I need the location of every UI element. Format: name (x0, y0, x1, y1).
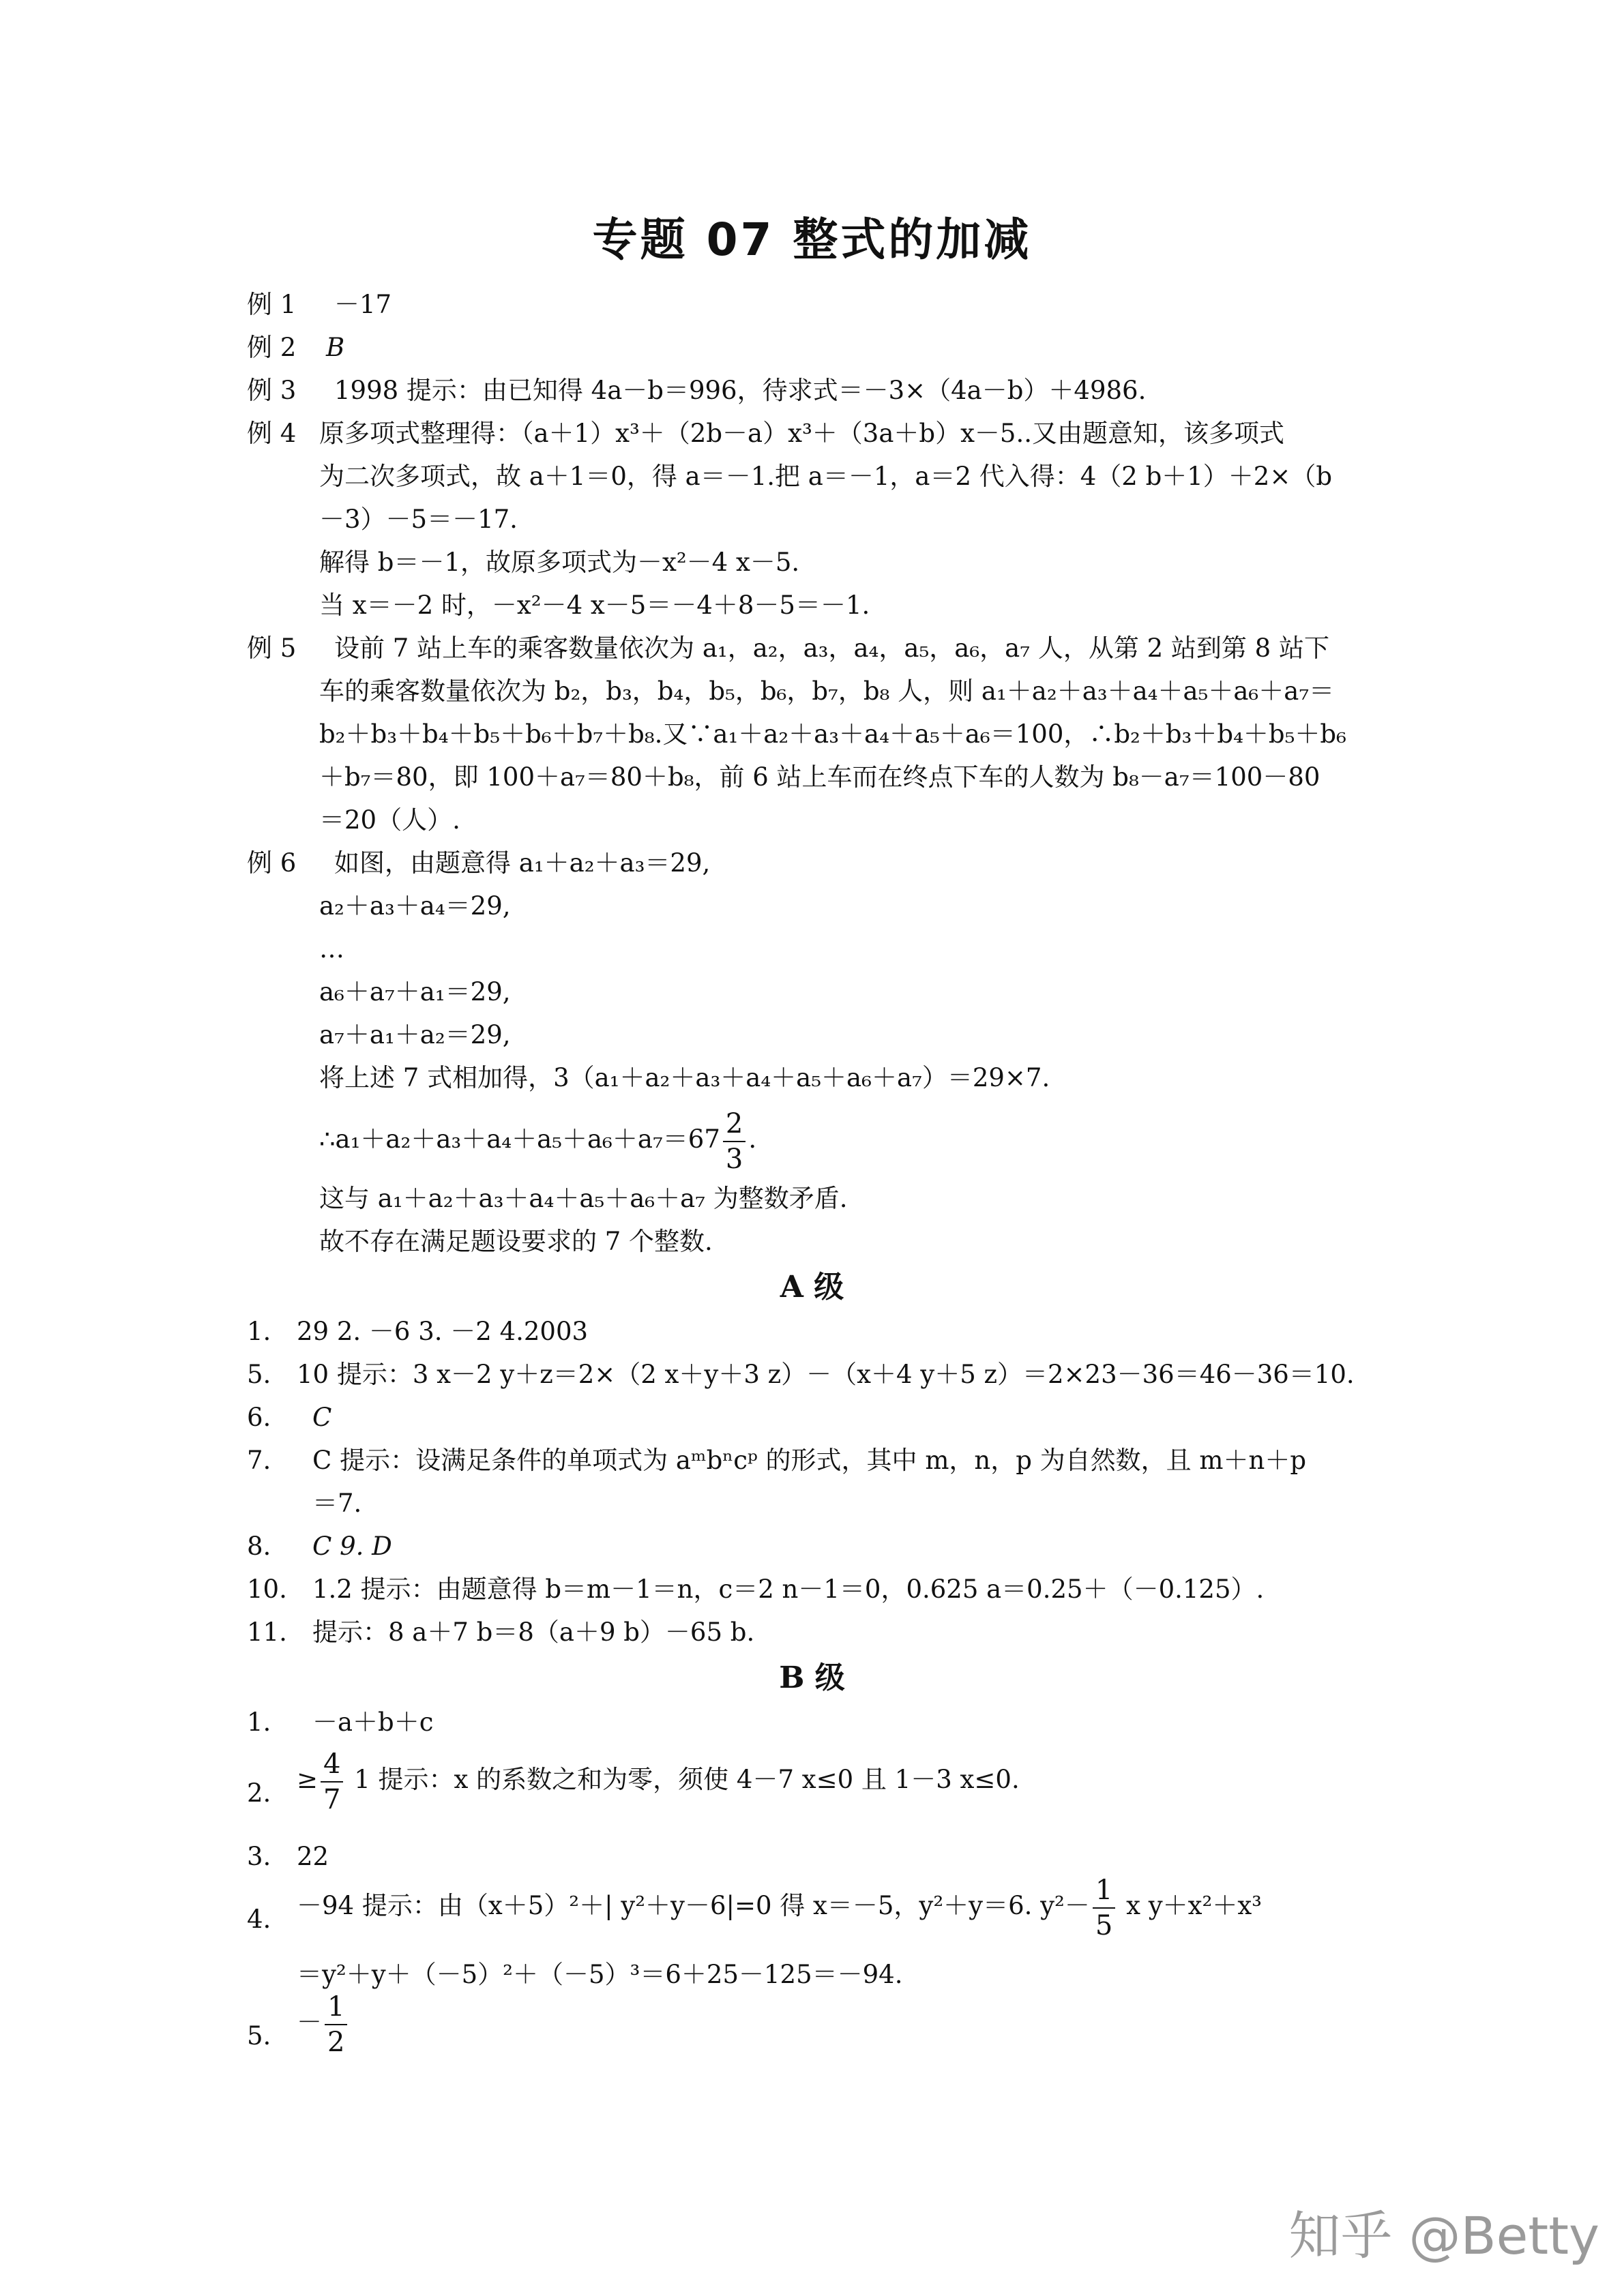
example-line: a₇＋a₁＋a₂＝29, (319, 1020, 511, 1049)
answer-number: 11. (247, 1617, 287, 1647)
example-label: 例 2 (247, 333, 297, 362)
answer-number: 2. (247, 1778, 271, 1808)
example-text: B (326, 333, 345, 362)
fraction-numerator: 1 (325, 1990, 347, 2025)
example-line: a₆＋a₇＋a₁＝29, (319, 977, 511, 1007)
watermark: 知乎 @Betty (1288, 2205, 1599, 2266)
answer-number: 10. (247, 1575, 287, 1604)
example-label: 例 3 (247, 376, 297, 405)
answer-number: 3. (247, 1842, 271, 1871)
example-line: 故不存在满足题设要求的 7 个整数. (319, 1227, 713, 1256)
answer-text (297, 1985, 350, 2060)
fraction-denominator: 5 (1095, 1909, 1113, 1941)
answer-text: 提示：8 a＋7 b＝8（a＋9 b）－65 b. (312, 1617, 755, 1647)
example-label: 例 1 (247, 290, 297, 319)
fraction-line-suffix: . (748, 1124, 757, 1154)
example-line: 将上述 7 式相加得，3（a₁＋a₂＋a₃＋a₄＋a₅＋a₆＋a₇）＝29×7. (319, 1063, 1050, 1092)
answer-text: C 提示：设满足条件的单项式为 aᵐbⁿcᵖ 的形式，其中 m，n，p 为自然数，且 m＋n＋p (312, 1446, 1307, 1475)
example-line: ＋b₇＝80，即 100＋a₇＝80＋b₈，前 6 站上车而在终点下车的人数为 b₈－a₇＝100－80 (319, 762, 1320, 792)
example-text: 1998 提示：由已知得 4a－b＝996，待求式＝－3×（4a－b）＋4986. (334, 376, 1147, 405)
example-line: －3）－5＝－17. (319, 505, 518, 534)
page-title: 专题 07 整式的加减 (592, 213, 1032, 266)
example-line: 为二次多项式，故 a＋1＝0，得 a＝－1.把 a＝－1，a＝2 代入得：4（2 b＋1）＋2×（b (319, 462, 1333, 491)
answer-suffix: x y＋x²＋x³ (1118, 1891, 1263, 1920)
fraction (325, 1990, 347, 2059)
example-line: 当 x＝－2 时，－x²－4 x－5＝－4＋8－5＝－1. (319, 591, 870, 620)
fraction-numerator: 2 (723, 1107, 745, 1142)
level-a-title: A 级 (780, 1270, 844, 1304)
answer-number: 1. (247, 1708, 271, 1737)
fraction (1093, 1873, 1115, 1943)
example-line: … (319, 934, 344, 964)
fraction-line-prefix: ∴a₁＋a₂＋a₃＋a₄＋a₅＋a₆＋a₇＝67 (319, 1124, 720, 1154)
example-line: 解得 b＝－1，故原多项式为－x²－4 x－5. (319, 548, 800, 577)
example-line: ＝20（人）. (319, 805, 460, 835)
answer-number: 1. (247, 1317, 271, 1346)
answer-text (297, 1868, 1262, 1943)
fraction-numerator: 1 (1093, 1873, 1115, 1909)
answer-text: ＝y²＋y＋（－5）²＋（－5）³＝6＋25－125＝－94. (297, 1960, 903, 1989)
example-line: 原多项式整理得：（a＋1）x³＋（2b－a）x³＋（3a＋b）x－5..又由题意知，该多项式 (319, 419, 1284, 448)
answer-prefix: －94 提示：由（x＋5）²＋| y²＋y－6|=0 得 x＝－5，y²＋y＝6. y²－ (297, 1891, 1090, 1920)
level-b-title: B 级 (779, 1660, 845, 1695)
answer-text: 10 提示：3 x－2 y＋z＝2×（2 x＋y＋3 z）－（x＋4 y＋5 z）＝2×23－36＝46－36＝10. (297, 1360, 1355, 1389)
fraction (723, 1107, 745, 1176)
fraction-numerator: 4 (321, 1747, 343, 1783)
example-label: 例 5 (247, 633, 297, 663)
example-line: 这与 a₁＋a₂＋a₃＋a₄＋a₅＋a₆＋a₇ 为整数矛盾. (319, 1184, 848, 1213)
example-line: 设前 7 站上车的乘客数量依次为 a₁，a₂，a₃，a₄，a₅，a₆，a₇ 人，从第 2 站到第 8 站下 (334, 633, 1329, 663)
answer-number: 4. (247, 1905, 271, 1934)
example-line: a₂＋a₃＋a₄＝29, (319, 891, 511, 921)
example-text: －17 (334, 290, 392, 319)
answer-prefix: － (297, 2008, 322, 2037)
answer-number: 5. (247, 2021, 271, 2051)
example-line: 如图，由题意得 a₁＋a₂＋a₃＝29, (334, 848, 711, 878)
answer-text (297, 1742, 1020, 1817)
answer-number: 8. (247, 1532, 271, 1561)
answer-text: －a＋b＋c (312, 1708, 434, 1737)
example-line: 车的乘客数量依次为 b₂，b₃，b₄，b₅，b₆，b₇，b₈ 人，则 a₁＋a₂＋a₃＋a₄＋a₅＋a₆＋a₇＝ (319, 676, 1335, 706)
fraction-denominator: 3 (725, 1143, 743, 1175)
answer-text: ＝7. (312, 1489, 362, 1518)
answer-number: 6. (247, 1403, 271, 1432)
answer-number: 5. (247, 1360, 271, 1389)
fraction-denominator: 2 (327, 2026, 345, 2058)
fraction-line (319, 1102, 756, 1177)
answer-text: 22 (297, 1842, 329, 1871)
answer-number: 7. (247, 1446, 271, 1475)
example-line: b₂＋b₃＋b₄＋b₅＋b₆＋b₇＋b₈.又∵a₁＋a₂＋a₃＋a₄＋a₅＋a₆＝100，∴b₂＋b₃＋b₄＋b₅＋b₆ (319, 719, 1346, 749)
example-label: 例 4 (247, 419, 297, 448)
answer-text: C (312, 1403, 332, 1432)
answer-text: C 9. D (312, 1532, 392, 1561)
fraction (321, 1747, 343, 1817)
fraction-denominator: 7 (323, 1783, 341, 1815)
answer-text: 1.2 提示：由题意得 b＝m－1＝n，c＝2 n－1＝0，0.625 a＝0.25＋（－0.125）. (312, 1575, 1265, 1604)
example-label: 例 6 (247, 848, 297, 878)
answer-rest: 1 提示：x 的系数之和为零，须使 4－7 x≤0 且 1－3 x≤0. (346, 1765, 1020, 1794)
answer-prefix: ≥ (297, 1765, 319, 1794)
answer-text: 29 2. －6 3. －2 4.2003 (297, 1317, 589, 1346)
